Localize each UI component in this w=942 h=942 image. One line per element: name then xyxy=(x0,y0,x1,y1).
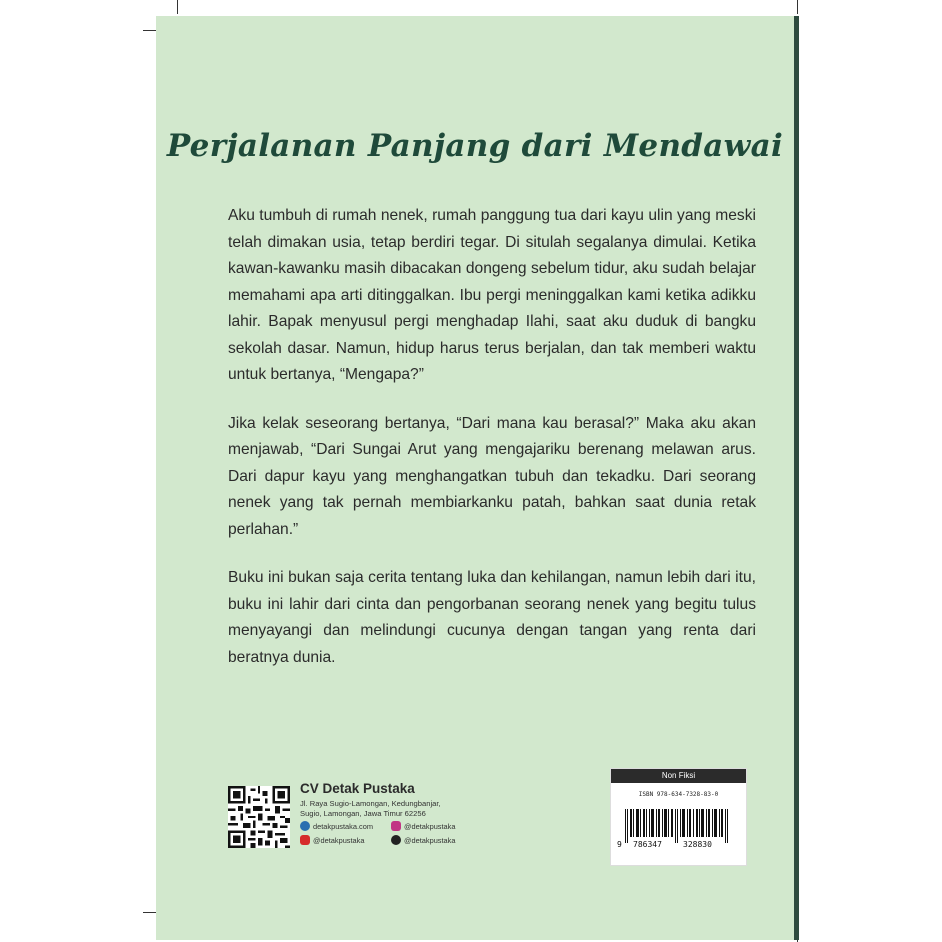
contact-instagram xyxy=(391,821,455,831)
barcode-digit-first: 9 xyxy=(617,840,622,849)
tiktok-icon xyxy=(391,835,401,845)
crop-mark-top-right xyxy=(797,0,798,14)
instagram-text: @detakpustaka xyxy=(404,821,456,831)
barcode-digits-left: 786347 xyxy=(633,840,662,849)
isbn-text: ISBN 978-634-7328-83-0 xyxy=(638,791,719,798)
book-title: Perjalanan Panjang dari Mendawai xyxy=(166,128,784,164)
publisher-address xyxy=(300,799,441,819)
blurb-paragraph: Buku ini bukan saja cerita tentang luka dan kehilangan, namun lebih dari itu, buku ini lahir dari cinta dan pengorbanan seorang nenek yang begitu tulus menyayangi dan melindungi cucunya dengan tangan yang renta dari beratnya dunia. xyxy=(228,569,756,666)
blurb-paragraph: Jika kelak seseorang bertanya, “Dari mana kau berasal?” Maka aku akan menjawab, “Dari Sungai Arut yang mengajariku berenang melawan arus. Dari dapur kayu yang menghangatkan tubuh dan tekadku. Dari seorang nenek yang tak pernah membiarkanku patah, bahkan saat dunia retak perlahan.” xyxy=(228,414,756,538)
book-back-cover xyxy=(156,16,794,940)
crop-mark-top-left xyxy=(177,0,178,14)
qr-code xyxy=(228,786,290,848)
blurb-paragraph: Aku tumbuh di rumah nenek, rumah panggung tua dari kayu ulin yang meski telah dimakan usia, tetap berdiri tegar. Di situlah segalanya dimulai. Ketika kawan-kawanku masih dibacakan dongeng sebelum tidur, aku sudah belajar memahami apa arti ditinggalkan. Ibu pergi meninggalkan kami ketika adikku lahir. Bapak menyusul pergi menghadap Ilahi, saat aku duduk di bangku sekolah dasar. Namun, hidup harus terus berjalan, dan tak memberi waktu untuk bertanya, “Mengapa?” xyxy=(228,207,756,383)
globe-icon xyxy=(300,821,310,831)
contact-tiktok xyxy=(391,835,455,845)
spine-edge xyxy=(794,16,799,940)
address-line: Sugio, Lamongan, Jawa Timur 62256 xyxy=(300,809,426,818)
category-label: Non Fiksi xyxy=(611,769,746,783)
address-line: Jl. Raya Sugio-Lamongan, Kedungbanjar, xyxy=(300,799,441,808)
youtube-icon xyxy=(300,835,310,845)
tiktok-text: @detakpustaka xyxy=(404,835,456,845)
crop-mark-left-top xyxy=(143,30,156,31)
youtube-text: @detakpustaka xyxy=(313,835,365,845)
publisher-info xyxy=(300,781,441,819)
crop-mark-bottom-left xyxy=(143,912,156,913)
isbn-barcode-panel xyxy=(610,768,747,866)
blurb xyxy=(228,203,756,693)
barcode-digits-right: 328830 xyxy=(683,840,712,849)
website-text: detakpustaka.com xyxy=(313,821,373,831)
contact-youtube xyxy=(300,835,364,845)
barcode-image xyxy=(611,809,746,843)
publisher-name: CV Detak Pustaka xyxy=(300,781,415,796)
instagram-icon xyxy=(391,821,401,831)
contact-website xyxy=(300,821,373,831)
